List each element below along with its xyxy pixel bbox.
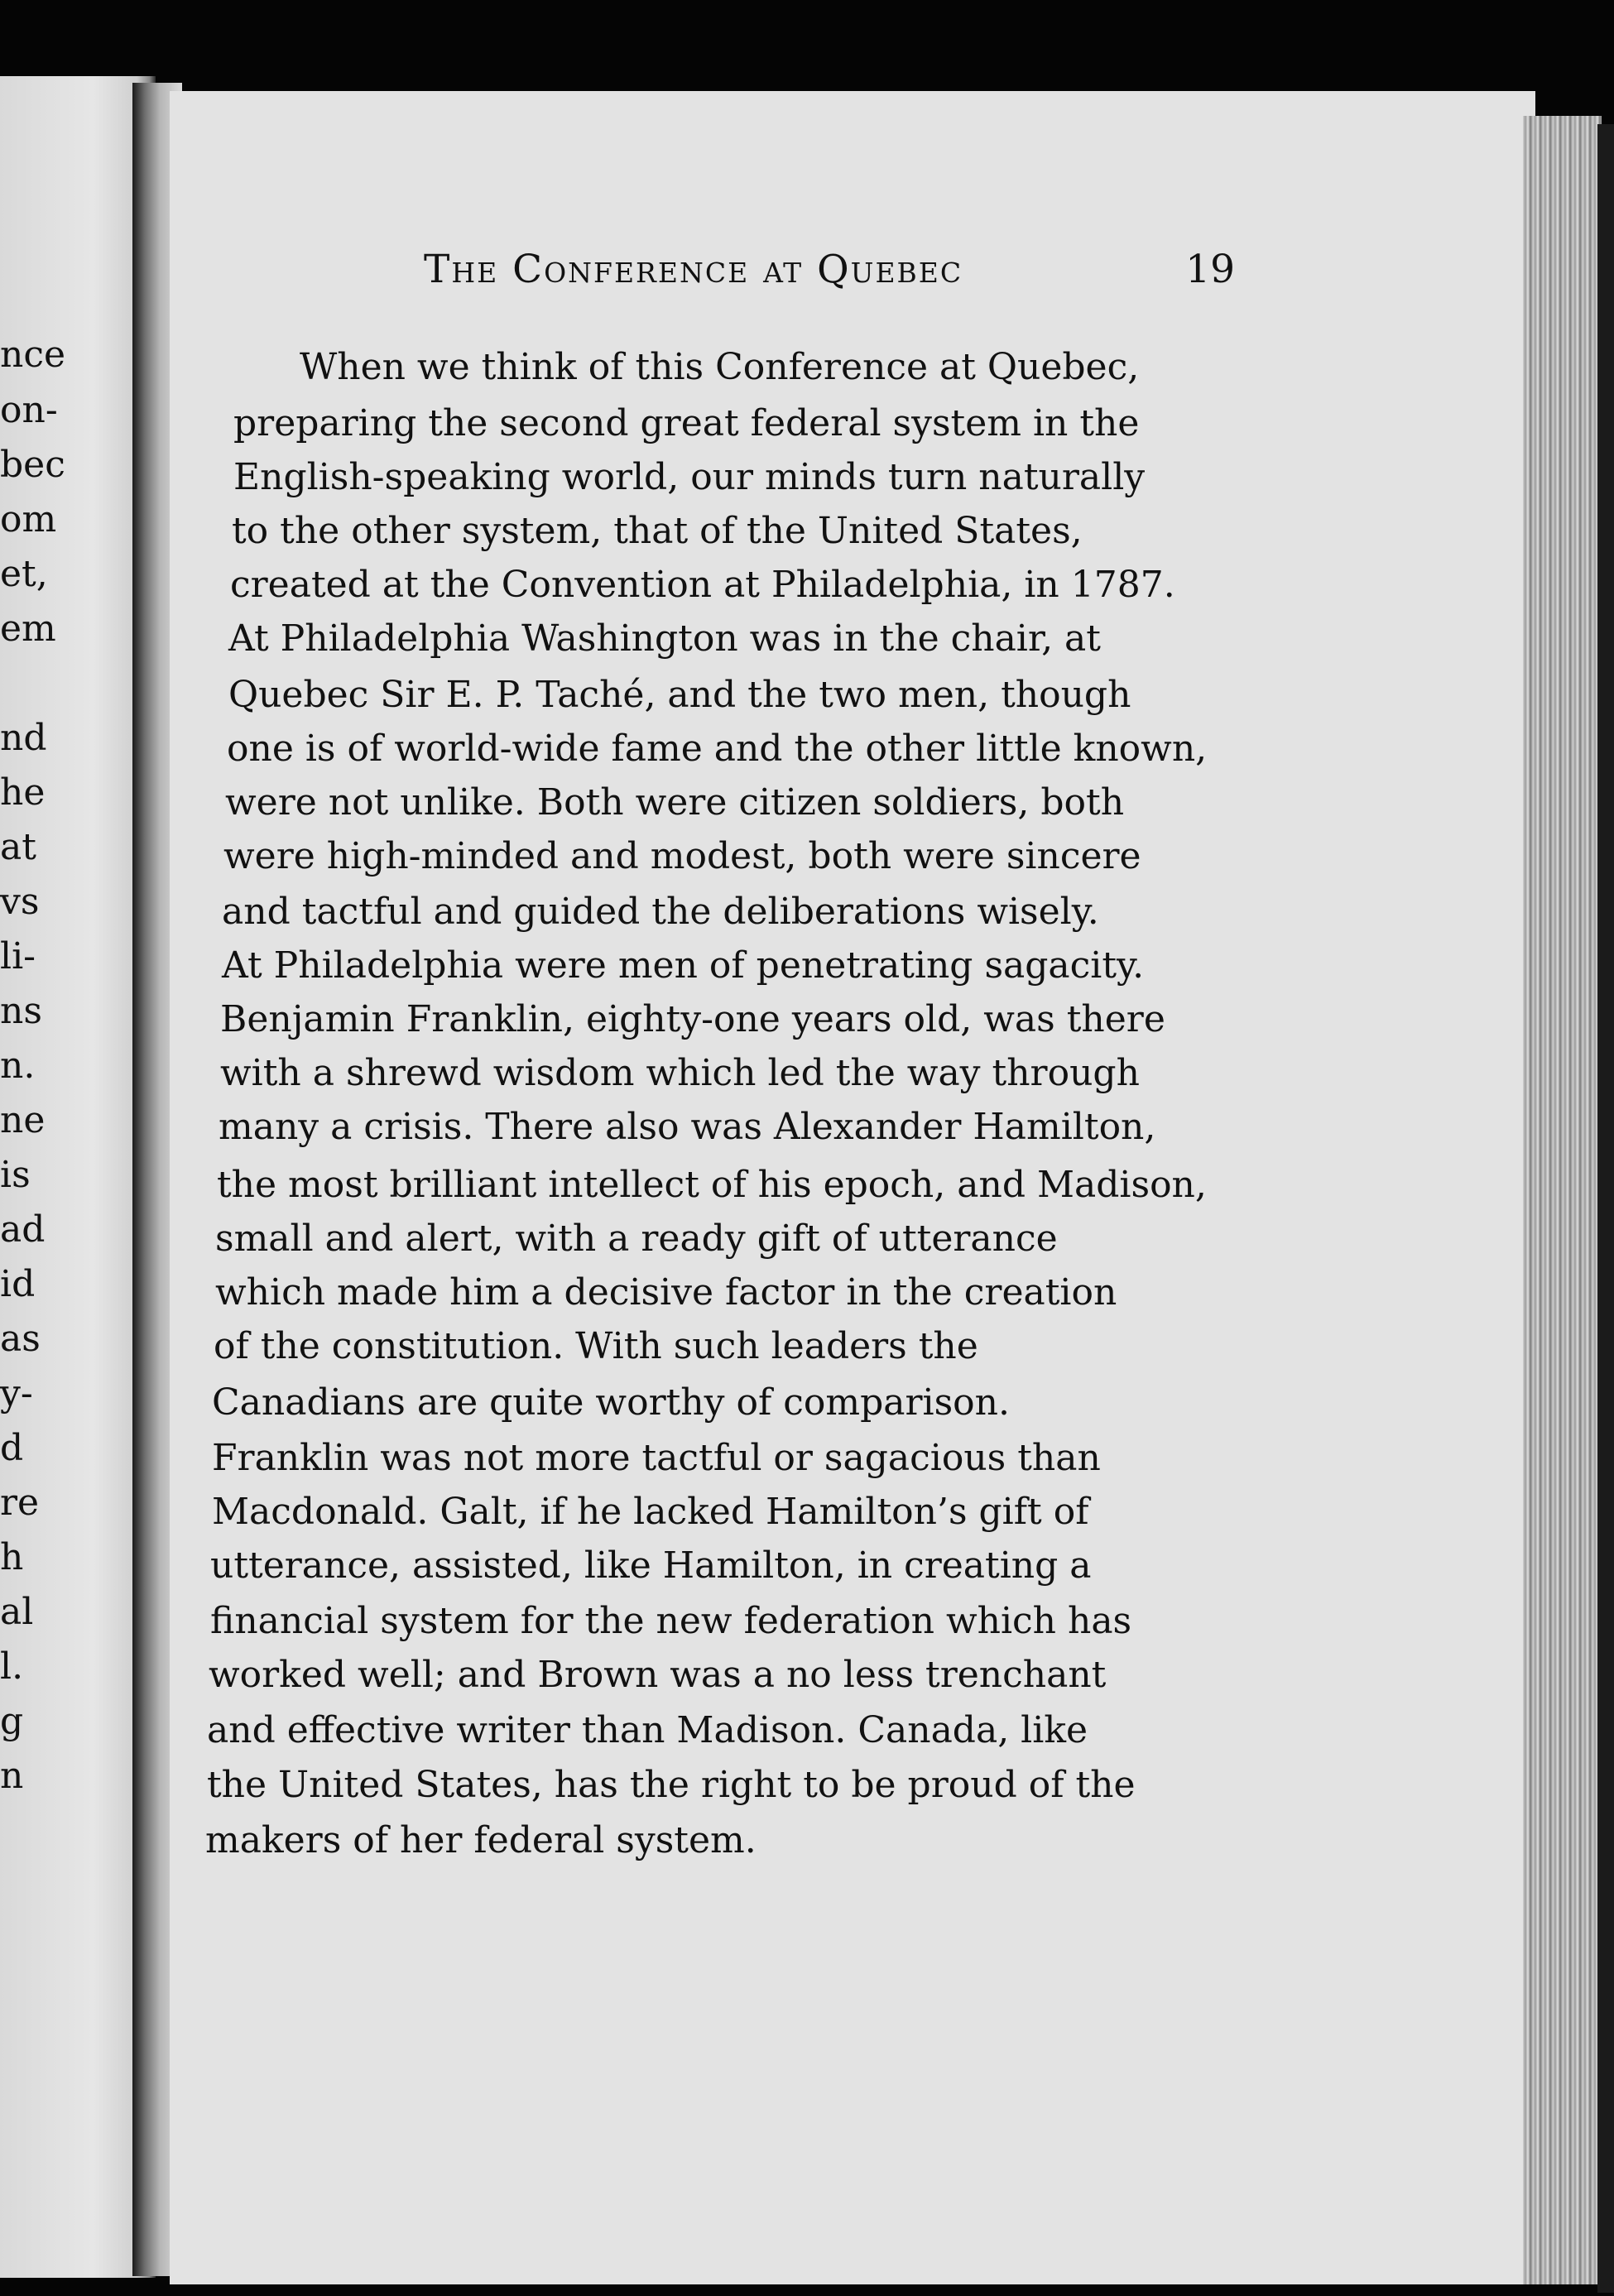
left-page-fragment: nce (0, 334, 66, 376)
text-line: At Philadelphia were men of penetrating sagacity. (222, 944, 1145, 987)
left-page-fragment: on- (0, 389, 58, 431)
text-line: small and alert, with a ready gift of utterance (215, 1218, 1058, 1260)
book-cover-edge (1597, 124, 1614, 2293)
text-line: with a shrewd wisdom which led the way through (220, 1052, 1140, 1094)
text-line: many a crisis. There also was Alexander Hamilton, (219, 1106, 1156, 1148)
text-line: Quebec Sir E. P. Taché, and the two men, though (228, 674, 1131, 716)
text-line: and tactful and guided the deliberations wisely. (222, 891, 1099, 933)
left-page-fragment: d (0, 1427, 24, 1469)
text-line: to the other system, that of the United States, (232, 510, 1083, 552)
text-line: and effective writer than Madison. Canada, like (207, 1709, 1088, 1751)
left-page-fragment: om (0, 498, 57, 540)
text-line: Benjamin Franklin, eighty-one years old, was there (220, 998, 1165, 1040)
text-line: makers of her federal system. (205, 1819, 757, 1861)
text-line: worked well; and Brown was a no less trenchant (209, 1654, 1107, 1696)
text-line: At Philadelphia Washington was in the chair, at (228, 617, 1101, 660)
text-line: Franklin was not more tactful or sagacious than (212, 1437, 1101, 1479)
left-page-fragment: nd (0, 717, 47, 759)
left-page-fragment: ne (0, 1099, 46, 1141)
text-line: one is of world-wide fame and the other little known, (227, 728, 1208, 770)
text-line: English-speaking world, our minds turn naturally (233, 456, 1146, 498)
text-line: of the constitution. With such leaders the (214, 1325, 978, 1367)
left-page-fragment: as (0, 1318, 41, 1360)
text-line: were high-minded and modest, both were sincere (223, 835, 1141, 877)
running-head (424, 247, 1235, 305)
left-page-fragment: is (0, 1154, 31, 1196)
running-title: The Conference at Quebec (424, 247, 963, 292)
left-page-fragment: vs (0, 881, 40, 923)
text-line: created at the Convention at Philadelphia, in 1787. (230, 564, 1175, 606)
left-page-fragment: id (0, 1263, 36, 1305)
left-page-fragment: re (0, 1482, 40, 1524)
left-page-fragment: ad (0, 1208, 46, 1251)
text-line: preparing the second great federal system in the (233, 402, 1140, 444)
left-page-fragment: he (0, 771, 46, 814)
left-page-fragment: n (0, 1755, 24, 1797)
left-page-fragment: y- (0, 1372, 33, 1415)
page-fore-edge (1523, 116, 1602, 2284)
left-page-fragment: ns (0, 990, 42, 1032)
text-line: financial system for the new federation which has (210, 1600, 1132, 1642)
left-page-fragment: h (0, 1536, 24, 1578)
left-page-fragment: n. (0, 1045, 36, 1087)
left-page-fragment: g (0, 1700, 24, 1742)
left-page-fragment: et, (0, 553, 48, 595)
text-line: utterance, assisted, like Hamilton, in creating a (210, 1544, 1092, 1587)
text-line: were not unlike. Both were citizen soldiers, both (225, 781, 1125, 824)
left-page-fragment: li- (0, 935, 36, 977)
text-line: the most brilliant intellect of his epoch, and Madison, (217, 1164, 1207, 1206)
text-line: the United States, has the right to be proud of the (207, 1764, 1136, 1806)
left-page-fragment: em (0, 608, 56, 650)
page-number: 19 (1185, 247, 1235, 292)
left-page-fragment: al (0, 1591, 34, 1633)
left-page-fragment: l. (0, 1645, 24, 1688)
text-line: which made him a decisive factor in the creation (215, 1271, 1117, 1314)
left-page-fragment: at (0, 826, 36, 868)
left-page-fragment: bec (0, 444, 65, 486)
text-line: When we think of this Conference at Quebec, (300, 346, 1140, 388)
text-line: Canadians are quite worthy of comparison. (212, 1381, 1010, 1424)
text-line: Macdonald. Galt, if he lacked Hamilton’s gift of (212, 1491, 1089, 1533)
